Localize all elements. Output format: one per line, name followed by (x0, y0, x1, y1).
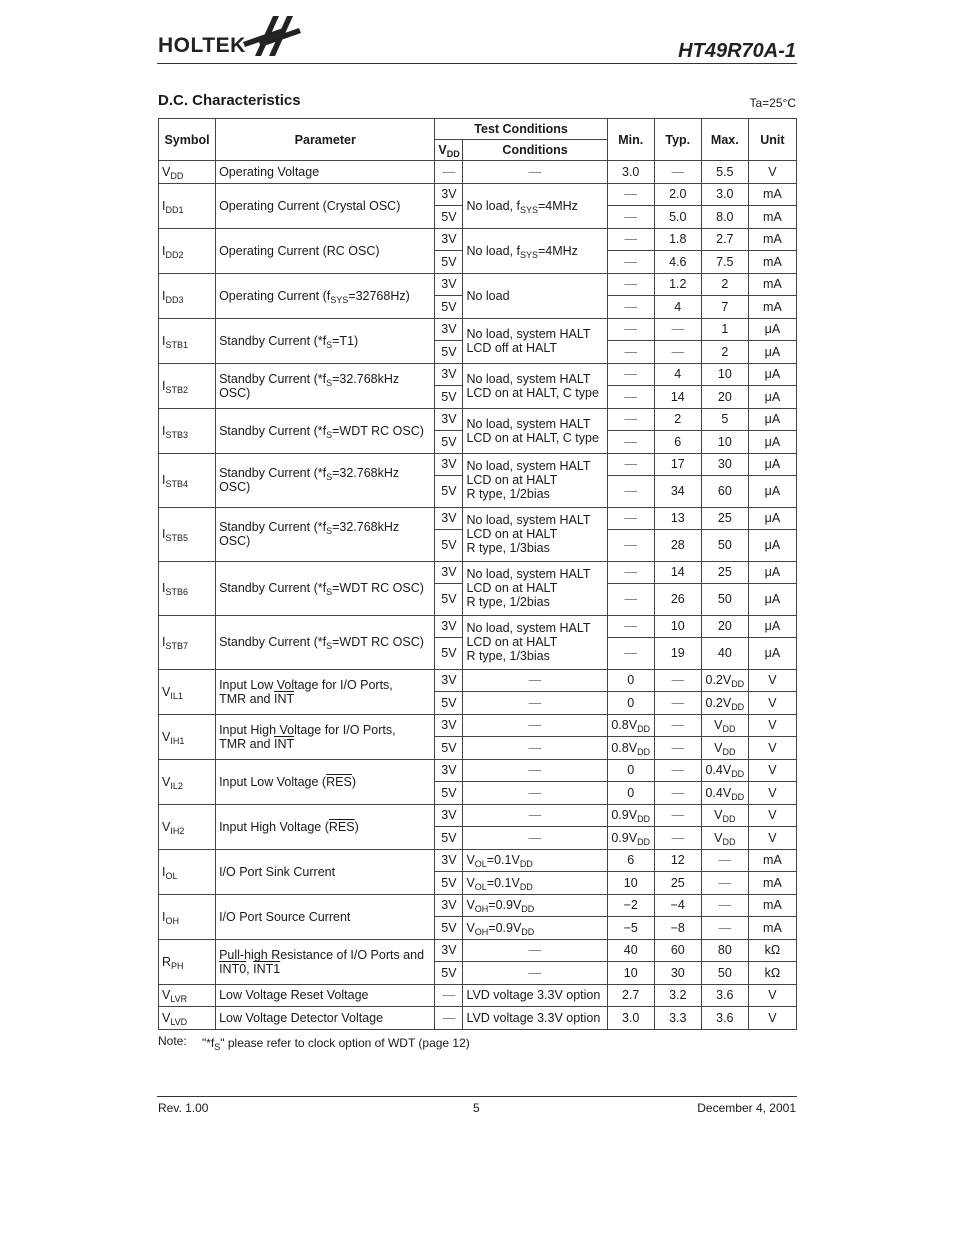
table-body (159, 161, 797, 1030)
document-title: HT49R70A-1 (678, 40, 796, 62)
vdd-cell: 3V (435, 714, 463, 737)
vdd-cell: 5V (435, 431, 463, 454)
unit-cell: mA (748, 228, 796, 251)
typ-cell: — (654, 827, 701, 850)
typ-cell: 3.2 (654, 984, 701, 1007)
unit-cell: μA (748, 561, 796, 583)
min-cell: — (607, 475, 654, 507)
unit-cell: μA (748, 615, 796, 637)
vdd-cell: 3V (435, 849, 463, 872)
unit-cell: μA (748, 529, 796, 561)
min-cell: $0.8V_{DD}$ (607, 714, 654, 737)
conditions-cell: — (463, 737, 607, 760)
parameter-cell: Standby Current $(*f_S=T1)$ (216, 318, 435, 363)
typ-cell: — (654, 318, 701, 341)
parameter-cell: Input High Voltage for I/O Ports, TMR and $\overline{INT}$ (216, 714, 435, 759)
header-test-conditions: Test Conditions (435, 119, 607, 140)
vdd-cell: 3V (435, 669, 463, 692)
conditions-cell: — (463, 692, 607, 715)
max-cell: 25 (701, 561, 748, 583)
vdd-cell: 3V (435, 939, 463, 962)
max-cell: 40 (701, 637, 748, 669)
symbol-cell: $V_{IL1}$ (159, 669, 216, 714)
symbol-cell: $I_{STB4}$ (159, 453, 216, 507)
min-cell: −2 (607, 894, 654, 917)
unit-cell: mA (748, 273, 796, 296)
unit-cell: μA (748, 583, 796, 615)
max-cell: $V_{DD}$ (701, 804, 748, 827)
unit-cell: V (748, 782, 796, 805)
parameter-cell: Operating Current $(f_{SYS}=32768Hz)$ (216, 273, 435, 318)
min-cell: 3.0 (607, 1007, 654, 1030)
table-row (159, 714, 797, 737)
max-cell: $0.2V_{DD}$ (701, 692, 748, 715)
vdd-cell: 3V (435, 894, 463, 917)
conditions-cell: — (463, 161, 607, 184)
max-cell: — (701, 872, 748, 895)
conditions-cell: No load, system HALT LCD on at HALT R type, 1/3bias (463, 507, 607, 561)
symbol-cell: $I_{OH}$ (159, 894, 216, 939)
conditions-cell: $V_{OL}=0.1V_{DD}$ (463, 849, 607, 872)
unit-cell: mA (748, 894, 796, 917)
unit-cell: mA (748, 251, 796, 274)
vdd-cell: 5V (435, 583, 463, 615)
vdd-cell: — (435, 1007, 463, 1030)
table-row (159, 183, 797, 206)
typ-cell: 26 (654, 583, 701, 615)
max-cell: — (701, 894, 748, 917)
parameter-cell: Operating Current (RC OSC) (216, 228, 435, 273)
typ-cell: −8 (654, 917, 701, 940)
vdd-cell: 3V (435, 183, 463, 206)
conditions-cell: No load, system HALT LCD on at HALT R type, 1/2bias (463, 453, 607, 507)
table-row (159, 984, 797, 1007)
typ-cell: 1.2 (654, 273, 701, 296)
vdd-cell: 3V (435, 759, 463, 782)
max-cell: 8.0 (701, 206, 748, 229)
symbol-cell: $I_{STB6}$ (159, 561, 216, 615)
typ-cell: 30 (654, 962, 701, 985)
max-cell: 1 (701, 318, 748, 341)
min-cell: — (607, 453, 654, 475)
header-symbol: Symbol (159, 119, 216, 161)
table-row (159, 161, 797, 184)
min-cell: — (607, 251, 654, 274)
min-cell: 0 (607, 782, 654, 805)
typ-cell: 4 (654, 296, 701, 319)
note-label: Note: (158, 1034, 187, 1048)
unit-cell: V (748, 714, 796, 737)
company-logo-text: HOLTEK (158, 34, 246, 57)
vdd-cell: 3V (435, 561, 463, 583)
typ-cell: 13 (654, 507, 701, 529)
parameter-cell: I/O Port Source Current (216, 894, 435, 939)
min-cell: 2.7 (607, 984, 654, 1007)
typ-cell: 19 (654, 637, 701, 669)
min-cell: — (607, 206, 654, 229)
max-cell: 10 (701, 363, 748, 386)
min-cell: 10 (607, 962, 654, 985)
conditions-cell: No load, system HALT LCD on at HALT, C type (463, 408, 607, 453)
typ-cell: — (654, 669, 701, 692)
unit-cell: V (748, 984, 796, 1007)
conditions-cell: No load, system HALT LCD on at HALT, C type (463, 363, 607, 408)
typ-cell: 3.3 (654, 1007, 701, 1030)
table-row (159, 759, 797, 782)
min-cell: 3.0 (607, 161, 654, 184)
unit-cell: μA (748, 431, 796, 454)
min-cell: — (607, 408, 654, 431)
vdd-cell: 5V (435, 737, 463, 760)
table-row (159, 363, 797, 386)
vdd-cell: 5V (435, 296, 463, 319)
unit-cell: kΩ (748, 939, 796, 962)
unit-cell: μA (748, 507, 796, 529)
holtek-logo-icon (243, 12, 301, 58)
vdd-cell: 3V (435, 804, 463, 827)
conditions-cell: No load (463, 273, 607, 318)
symbol-cell: $I_{STB7}$ (159, 615, 216, 669)
typ-cell: 10 (654, 615, 701, 637)
dc-characteristics-table (158, 118, 797, 1030)
max-cell: 50 (701, 529, 748, 561)
vdd-cell: 3V (435, 453, 463, 475)
min-cell: — (607, 273, 654, 296)
typ-cell: — (654, 692, 701, 715)
typ-cell: 1.8 (654, 228, 701, 251)
conditions-cell: — (463, 962, 607, 985)
footer-page-number: 5 (473, 1101, 480, 1115)
typ-cell: 34 (654, 475, 701, 507)
vdd-cell: 3V (435, 318, 463, 341)
max-cell: 3.0 (701, 183, 748, 206)
vdd-cell: 5V (435, 637, 463, 669)
min-cell: — (607, 318, 654, 341)
min-cell: $0.9V_{DD}$ (607, 827, 654, 850)
table-row (159, 318, 797, 341)
typ-cell: 60 (654, 939, 701, 962)
max-cell: 2.7 (701, 228, 748, 251)
unit-cell: V (748, 669, 796, 692)
table-row (159, 507, 797, 529)
vdd-cell: 3V (435, 363, 463, 386)
conditions-cell: $V_{OH}=0.9V_{DD}$ (463, 894, 607, 917)
parameter-cell: Standby Current ($*f_S=WDT$ RC OSC) (216, 615, 435, 669)
conditions-cell: No load, $f_{SYS}=4MHz$ (463, 228, 607, 273)
parameter-cell: Operating Current (Crystal OSC) (216, 183, 435, 228)
min-cell: — (607, 583, 654, 615)
symbol-cell: $V_{IH2}$ (159, 804, 216, 849)
table-row (159, 615, 797, 637)
vdd-cell: 3V (435, 273, 463, 296)
section-title: D.C. Characteristics (158, 92, 301, 109)
table-row (159, 669, 797, 692)
min-cell: 10 (607, 872, 654, 895)
unit-cell: μA (748, 453, 796, 475)
min-cell: 0 (607, 692, 654, 715)
conditions-cell: $V_{OL}=0.1V_{DD}$ (463, 872, 607, 895)
parameter-cell: Low Voltage Reset Voltage (216, 984, 435, 1007)
max-cell: $0.4V_{DD}$ (701, 759, 748, 782)
min-cell: 6 (607, 849, 654, 872)
conditions-cell: No load, system HALT LCD on at HALT R type, 1/2bias (463, 561, 607, 615)
symbol-cell: $V_{LVD}$ (159, 1007, 216, 1030)
typ-cell: 17 (654, 453, 701, 475)
vdd-cell: 5V (435, 692, 463, 715)
table-row (159, 273, 797, 296)
typ-cell: 25 (654, 872, 701, 895)
unit-cell: V (748, 1007, 796, 1030)
footer-divider (157, 1096, 797, 1097)
typ-cell: — (654, 804, 701, 827)
max-cell: 80 (701, 939, 748, 962)
header-max: Max. (701, 119, 748, 161)
max-cell: 20 (701, 386, 748, 409)
symbol-cell: $I_{STB5}$ (159, 507, 216, 561)
unit-cell: mA (748, 206, 796, 229)
min-cell: — (607, 296, 654, 319)
conditions-cell: — (463, 827, 607, 850)
max-cell: 3.6 (701, 984, 748, 1007)
max-cell: 7.5 (701, 251, 748, 274)
symbol-cell: $I_{DD3}$ (159, 273, 216, 318)
unit-cell: V (748, 759, 796, 782)
min-cell: — (607, 363, 654, 386)
typ-cell: — (654, 161, 701, 184)
symbol-cell: $V_{IL2}$ (159, 759, 216, 804)
unit-cell: V (748, 692, 796, 715)
vdd-cell: 5V (435, 962, 463, 985)
unit-cell: μA (748, 408, 796, 431)
parameter-cell: Low Voltage Detector Voltage (216, 1007, 435, 1030)
table-row (159, 453, 797, 475)
vdd-cell: 5V (435, 386, 463, 409)
symbol-cell: $I_{STB2}$ (159, 363, 216, 408)
max-cell: — (701, 917, 748, 940)
max-cell: 60 (701, 475, 748, 507)
typ-cell: — (654, 759, 701, 782)
table-row (159, 849, 797, 872)
typ-cell: 6 (654, 431, 701, 454)
conditions-cell: No load, system HALT LCD on at HALT R type, 1/3bias (463, 615, 607, 669)
table-row (159, 939, 797, 962)
unit-cell: mA (748, 849, 796, 872)
max-cell: 30 (701, 453, 748, 475)
min-cell: $0.9V_{DD}$ (607, 804, 654, 827)
symbol-cell: $I_{STB3}$ (159, 408, 216, 453)
typ-cell: 2.0 (654, 183, 701, 206)
min-cell: — (607, 431, 654, 454)
max-cell: 2 (701, 341, 748, 364)
vdd-cell: 5V (435, 251, 463, 274)
max-cell: 3.6 (701, 1007, 748, 1030)
ambient-temperature-note: Ta=25°C (749, 96, 796, 110)
max-cell: $V_{DD}$ (701, 827, 748, 850)
table-row (159, 228, 797, 251)
typ-cell: 5.0 (654, 206, 701, 229)
typ-cell: 14 (654, 386, 701, 409)
header-vdd: $V_{DD}$ (435, 140, 463, 161)
max-cell: 50 (701, 962, 748, 985)
vdd-cell: 3V (435, 228, 463, 251)
max-cell: 25 (701, 507, 748, 529)
parameter-cell: Pull-high Resistance of I/O Ports and INT0, INT1 (216, 939, 435, 984)
symbol-cell: $I_{OL}$ (159, 849, 216, 894)
unit-cell: V (748, 827, 796, 850)
parameter-cell: I/O Port Sink Current (216, 849, 435, 894)
conditions-cell: LVD voltage 3.3V option (463, 984, 607, 1007)
parameter-cell: Standby Current ($*f_S=32.768kHz$ OSC) (216, 453, 435, 507)
vdd-cell: 5V (435, 782, 463, 805)
unit-cell: mA (748, 917, 796, 940)
vdd-cell: 3V (435, 507, 463, 529)
vdd-cell: — (435, 984, 463, 1007)
max-cell: $0.4V_{DD}$ (701, 782, 748, 805)
vdd-cell: 5V (435, 475, 463, 507)
typ-cell: — (654, 714, 701, 737)
vdd-cell: 5V (435, 206, 463, 229)
footer-revision: Rev. 1.00 (158, 1101, 209, 1115)
min-cell: — (607, 341, 654, 364)
unit-cell: mA (748, 296, 796, 319)
vdd-cell: — (435, 161, 463, 184)
unit-cell: μA (748, 363, 796, 386)
table-row (159, 408, 797, 431)
min-cell: $0.8V_{DD}$ (607, 737, 654, 760)
unit-cell: V (748, 804, 796, 827)
min-cell: — (607, 637, 654, 669)
footer-date: December 4, 2001 (697, 1101, 796, 1115)
max-cell: 5.5 (701, 161, 748, 184)
min-cell: — (607, 615, 654, 637)
conditions-cell: — (463, 939, 607, 962)
conditions-cell: — (463, 669, 607, 692)
header-min: Min. (607, 119, 654, 161)
header-parameter: Parameter (216, 119, 435, 161)
min-cell: −5 (607, 917, 654, 940)
typ-cell: 28 (654, 529, 701, 561)
conditions-cell: — (463, 804, 607, 827)
unit-cell: μA (748, 341, 796, 364)
table-row (159, 804, 797, 827)
symbol-cell: $I_{STB1}$ (159, 318, 216, 363)
typ-cell: — (654, 737, 701, 760)
parameter-cell: Input Low Voltage $(\overline{RES})$ (216, 759, 435, 804)
table-row (159, 1007, 797, 1030)
typ-cell: — (654, 782, 701, 805)
table-row (159, 894, 797, 917)
conditions-cell: No load, $f_{SYS}=4MHz$ (463, 183, 607, 228)
typ-cell: −4 (654, 894, 701, 917)
symbol-cell: $V_{IH1}$ (159, 714, 216, 759)
vdd-cell: 3V (435, 615, 463, 637)
conditions-cell: — (463, 782, 607, 805)
symbol-cell: $R_{PH}$ (159, 939, 216, 984)
symbol-cell: $V_{DD}$ (159, 161, 216, 184)
symbol-cell: $V_{LVR}$ (159, 984, 216, 1007)
typ-cell: 4 (654, 363, 701, 386)
unit-cell: V (748, 737, 796, 760)
max-cell: 10 (701, 431, 748, 454)
table-row (159, 561, 797, 583)
max-cell: 5 (701, 408, 748, 431)
parameter-cell: Standby Current ($*f_S=WDT$ RC OSC) (216, 561, 435, 615)
vdd-cell: 5V (435, 529, 463, 561)
unit-cell: mA (748, 183, 796, 206)
min-cell: — (607, 183, 654, 206)
unit-cell: μA (748, 386, 796, 409)
typ-cell: 12 (654, 849, 701, 872)
max-cell: 7 (701, 296, 748, 319)
parameter-cell: Input Low Voltage for I/O Ports, TMR and $\overline{INT}$ (216, 669, 435, 714)
header-conditions: Conditions (463, 140, 607, 161)
max-cell: — (701, 849, 748, 872)
symbol-cell: $I_{DD1}$ (159, 183, 216, 228)
min-cell: 0 (607, 669, 654, 692)
min-cell: — (607, 561, 654, 583)
unit-cell: kΩ (748, 962, 796, 985)
parameter-cell: Standby Current ($*f_S=32.768kHz$ OSC) (216, 507, 435, 561)
vdd-cell: 5V (435, 827, 463, 850)
max-cell: 2 (701, 273, 748, 296)
vdd-cell: 5V (435, 341, 463, 364)
symbol-cell: $I_{DD2}$ (159, 228, 216, 273)
min-cell: — (607, 228, 654, 251)
typ-cell: 2 (654, 408, 701, 431)
conditions-cell: No load, system HALT LCD off at HALT (463, 318, 607, 363)
conditions-cell: — (463, 759, 607, 782)
vdd-cell: 5V (435, 917, 463, 940)
max-cell: $V_{DD}$ (701, 714, 748, 737)
min-cell: 0 (607, 759, 654, 782)
parameter-cell: Standby Current ($*f_S=32.768kHz$ OSC) (216, 363, 435, 408)
max-cell: $V_{DD}$ (701, 737, 748, 760)
conditions-cell: LVD voltage 3.3V option (463, 1007, 607, 1030)
note-text: "$*f_S$" please refer to clock option of WDT (page 12) (202, 1036, 470, 1052)
typ-cell: 14 (654, 561, 701, 583)
max-cell: 20 (701, 615, 748, 637)
min-cell: — (607, 507, 654, 529)
unit-cell: V (748, 161, 796, 184)
unit-cell: μA (748, 318, 796, 341)
vdd-cell: 5V (435, 872, 463, 895)
header-divider (157, 63, 797, 64)
conditions-cell: — (463, 714, 607, 737)
typ-cell: — (654, 341, 701, 364)
unit-cell: mA (748, 872, 796, 895)
max-cell: 50 (701, 583, 748, 615)
min-cell: — (607, 529, 654, 561)
vdd-cell: 3V (435, 408, 463, 431)
unit-cell: μA (748, 475, 796, 507)
min-cell: — (607, 386, 654, 409)
typ-cell: 4.6 (654, 251, 701, 274)
header-typ: Typ. (654, 119, 701, 161)
parameter-cell: Operating Voltage (216, 161, 435, 184)
header-unit: Unit (748, 119, 796, 161)
conditions-cell: $V_{OH}=0.9V_{DD}$ (463, 917, 607, 940)
parameter-cell: Input High Voltage $(\overline{RES})$ (216, 804, 435, 849)
min-cell: 40 (607, 939, 654, 962)
unit-cell: μA (748, 637, 796, 669)
max-cell: $0.2V_{DD}$ (701, 669, 748, 692)
parameter-cell: Standby Current ($*f_S=WDT$ RC OSC) (216, 408, 435, 453)
